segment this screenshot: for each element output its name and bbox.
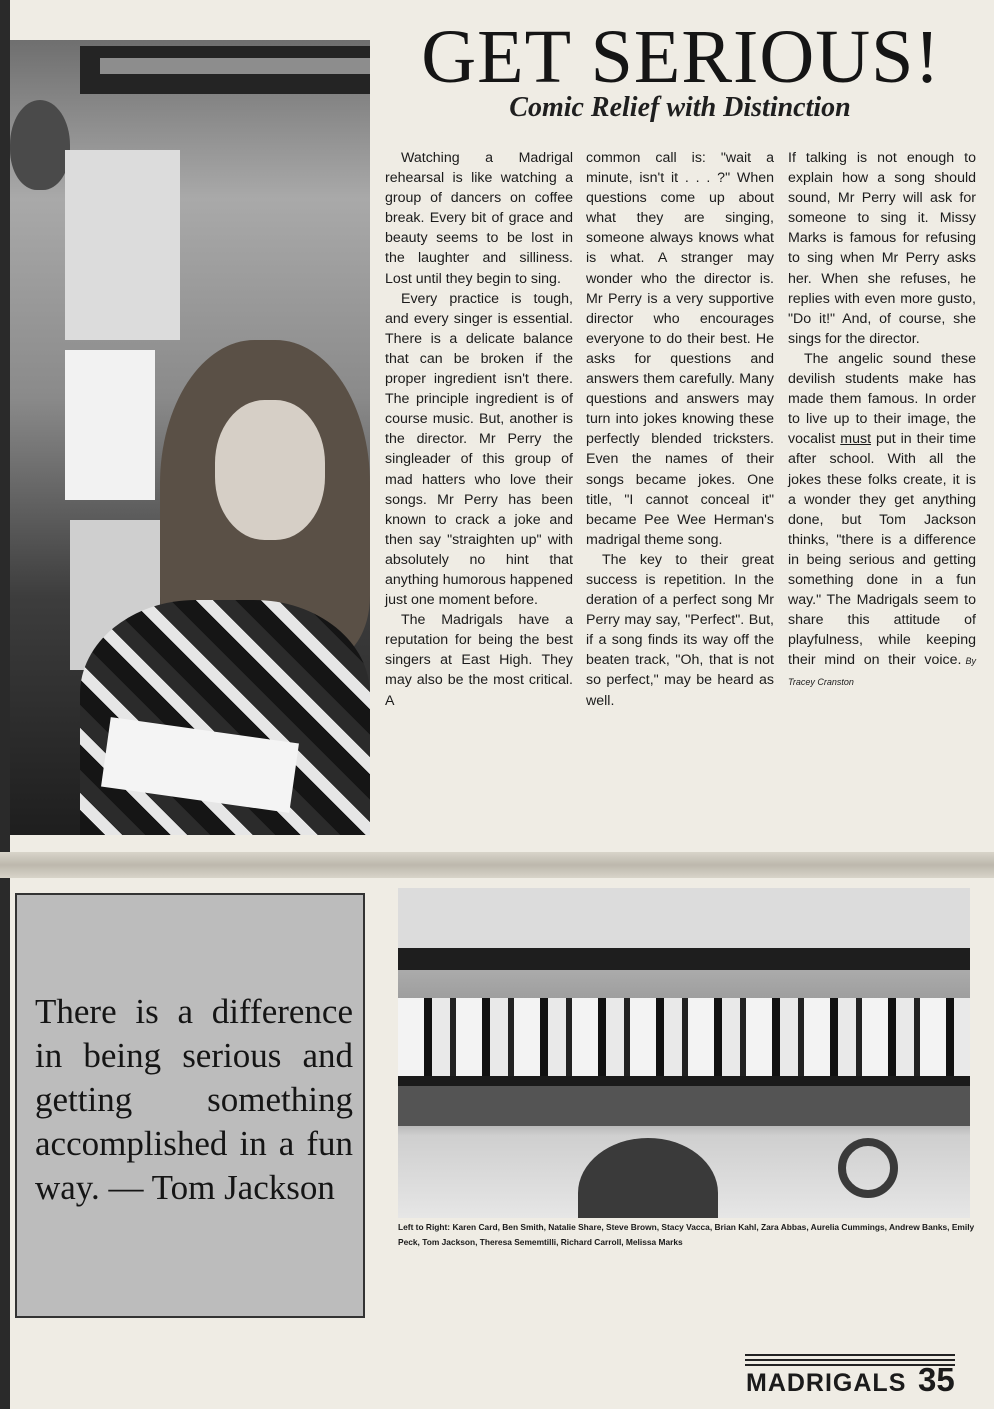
underlined-word: must (840, 431, 872, 448)
wall-notice-board (65, 150, 180, 340)
paragraph: Watching a Madrigal rehearsal is like watching a group of dancers on coffee break. Every bit of grace and beauty seems to be lost in the laughter and silliness. Lost until they begin to sing. (385, 150, 573, 287)
paragraph: If talking is not enough to explain how a song should sound, Mr Perry will ask for someone to sing it. Missy Marks is famous for refusing to sing when Mr Perry asks her. When she refuses, he replies with even more gusto, "Do it!" And, of course, she sings for the director. (788, 150, 976, 347)
section-name: MADRIGALS (746, 1369, 907, 1397)
text-run: The angelic sound these devilish students make has made them famous. In order to live up to their image, the vocalist (788, 350, 976, 448)
choir-singers (398, 998, 970, 1078)
page-gutter-edge (0, 0, 10, 1409)
pull-quote: There is a difference in being serious and getting something accomplished in a fun way. — Tom Jackson (35, 992, 353, 1207)
director-silhouette (578, 1138, 718, 1218)
photo-caption (398, 1220, 994, 1250)
paragraph: The key to their great success is repetition. In the deration of a perfect song Mr Perry may say, "Perfect". But, if a song finds its way off the beaten track, "Oh, that is not so perfect," may be heard as well. (586, 551, 774, 709)
pull-quote-box (15, 893, 365, 1318)
paragraph (788, 349, 976, 693)
wreath (838, 1138, 898, 1198)
wall-paper (65, 350, 155, 500)
article-column-3 (788, 148, 976, 693)
subheadline: Comic Relief with Distinction (509, 92, 851, 123)
article-column-1 (385, 148, 573, 711)
headline: GET SERIOUS! (421, 15, 941, 99)
ceiling-beam (398, 948, 970, 970)
footer-rule (745, 1354, 955, 1356)
balloon-shape (10, 100, 70, 190)
balcony-front (398, 1086, 970, 1126)
student-face (215, 400, 325, 540)
overhead-light-panel (100, 58, 370, 74)
paragraph: common call is: "wait a minute, isn't it . . . ?" When questions come up about what they are singing, someone always knows what is what. A stranger may wonder who the director is. Mr Perry is a very supportive director who encourages everyone to do their best. He asks for questions and answers them carefully. Many questions and answers may turn into jokes knowing these perfectly blended tricksters. Even the names of their songs became jokes. One title, "I cannot conceal it" became Pee Wee Herman's madrigal theme song. (586, 150, 774, 548)
rehearsal-photo (10, 40, 370, 835)
madrigals-group-photo (398, 888, 970, 1218)
caption-names: Karen Card, Ben Smith, Natalie Share, Steve Brown, Stacy Vacca, Brian Kahl, Zara Abbas, Aurelia Cummings, Andrew Banks, Emily Peck, Tom Jackson, Theresa Sememtilli, Richard Carroll, Melissa Marks (398, 1222, 975, 1247)
caption-lead: Left to Right: (398, 1222, 451, 1232)
page-number: 35 (918, 1361, 955, 1398)
text-run: put in their time after school. With all the jokes these folks create, it is a wonder they get anything done, but Tom Jackson thinks, "there is a difference in being serious and getting something done in a fun way." The Madrigals seem to share this attitude of playfulness, while keeping their mind on their voice. (788, 431, 976, 669)
divider-strip (0, 852, 994, 878)
paragraph: Every practice is tough, and every singer is essential. There is a delicate balance that can be broken if the proper ingredient isn't there. The principle ingredient is of course music. But, another is the director. Mr Perry the singleader of this group of mad hatters who love their songs. Mr Perry has been known to crack a joke and then say "straighten up" with absolutely no hint that anything humorous happened just one moment before. (385, 290, 573, 609)
article-column-2 (586, 148, 774, 711)
byline: By Tracey Cranston (788, 656, 976, 688)
paragraph: The Madrigals have a reputation for being the best singers at East High. They may also be the most critical. A (385, 612, 573, 709)
